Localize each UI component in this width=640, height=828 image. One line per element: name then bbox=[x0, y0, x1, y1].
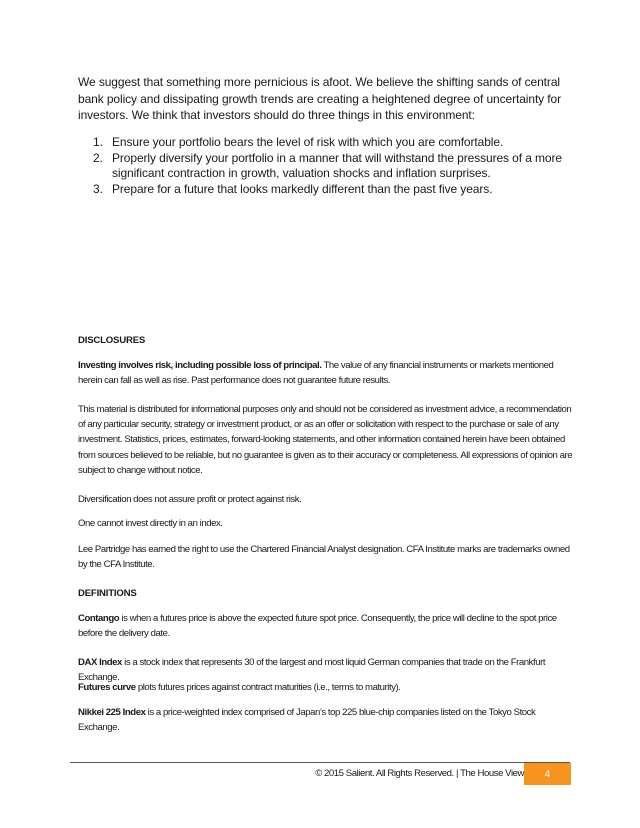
index-disclosure: One cannot invest directly in an index. bbox=[78, 518, 223, 529]
list-item-number: 3. bbox=[93, 181, 103, 196]
footer-divider bbox=[70, 762, 570, 763]
list-item-text: Ensure your portfolio bears the level of risk with which you are comfortable. bbox=[112, 135, 504, 149]
intro-paragraph: We suggest that something more pernicious is afoot. We believe the shifting sands of central bank policy and dissipating growth trends are creating a heightened degree of uncertainty for investors. We think that investors should do three things in this environment: bbox=[78, 75, 562, 123]
risk-disclosure-bold: Investing involves risk, including possible loss of principal. bbox=[78, 360, 322, 371]
definition-text: is a stock index that represents 30 of the largest and most liquid German companies that trade on the Frankfurt Exchange. bbox=[78, 657, 546, 684]
list-item-number: 1. bbox=[93, 135, 103, 149]
list-item-number: 2. bbox=[93, 150, 103, 165]
risk-disclosure-text: The value of any financial instruments or markets mentioned herein can fall as well as rise. Past performance does not guarantee future results. bbox=[78, 360, 554, 387]
definition-text: plots futures prices against contract maturities (i.e., terms to maturity). bbox=[135, 682, 401, 693]
recommendation-list bbox=[78, 135, 578, 197]
diversification-disclosure: Diversification does not assure profit or protect against risk. bbox=[78, 494, 302, 505]
risk-disclosure bbox=[78, 358, 578, 388]
definition-text: is a price-weighted index comprised of Japan’s top 225 blue-chip companies listed on the Tokyo Stock Exchange. bbox=[78, 707, 536, 734]
list-item-text: Prepare for a future that looks markedly different than the past five years. bbox=[112, 181, 493, 196]
definition-item bbox=[78, 705, 578, 735]
list-item-text: Properly diversify your portfolio in a manner that will withstand the pressures of a more significant contraction in growth, valuation shocks and inflation surprises. bbox=[112, 150, 562, 181]
list-item bbox=[78, 151, 578, 182]
page-number-badge: 4 bbox=[524, 763, 571, 785]
definition-item bbox=[78, 611, 578, 641]
definition-text: is when a futures price is above the expected future spot price. Consequently, the price will decline to the spot price before the delivery date. bbox=[78, 613, 557, 640]
disclosures-heading: DISCLOSURES bbox=[78, 335, 146, 346]
definition-term: DAX Index bbox=[78, 657, 122, 668]
list-item bbox=[78, 135, 578, 151]
definitions-heading: DEFINITIONS bbox=[78, 588, 137, 599]
informational-disclosure: This material is distributed for informational purposes only and should not be considered as investment advice, a recommendation of any particular security, strategy or investment product, or as an offer or solicitation with respect to the purchase or sale of any investment. Statistics, prices, estimates, forward-looking statements, and other information contained herein have been obtained from sources believed to be reliable, but no guarantee is given as to their accuracy or completeness. All expressions of opinion are subject to change without notice. bbox=[78, 404, 573, 476]
definition-term: Nikkei 225 Index bbox=[78, 707, 146, 718]
definition-term: Contango bbox=[78, 613, 120, 624]
list-item bbox=[78, 182, 578, 198]
footer-copyright: © 2015 Salient. All Rights Reserved. | The House View bbox=[315, 768, 524, 779]
intro-section bbox=[78, 74, 578, 124]
definition-term: Futures curve bbox=[78, 682, 136, 693]
cfa-disclosure: Lee Partridge has earned the right to use the Chartered Financial Analyst designation. CFA Institute marks are trademarks owned by the CFA Institute. bbox=[78, 544, 570, 571]
definition-item bbox=[78, 680, 578, 695]
